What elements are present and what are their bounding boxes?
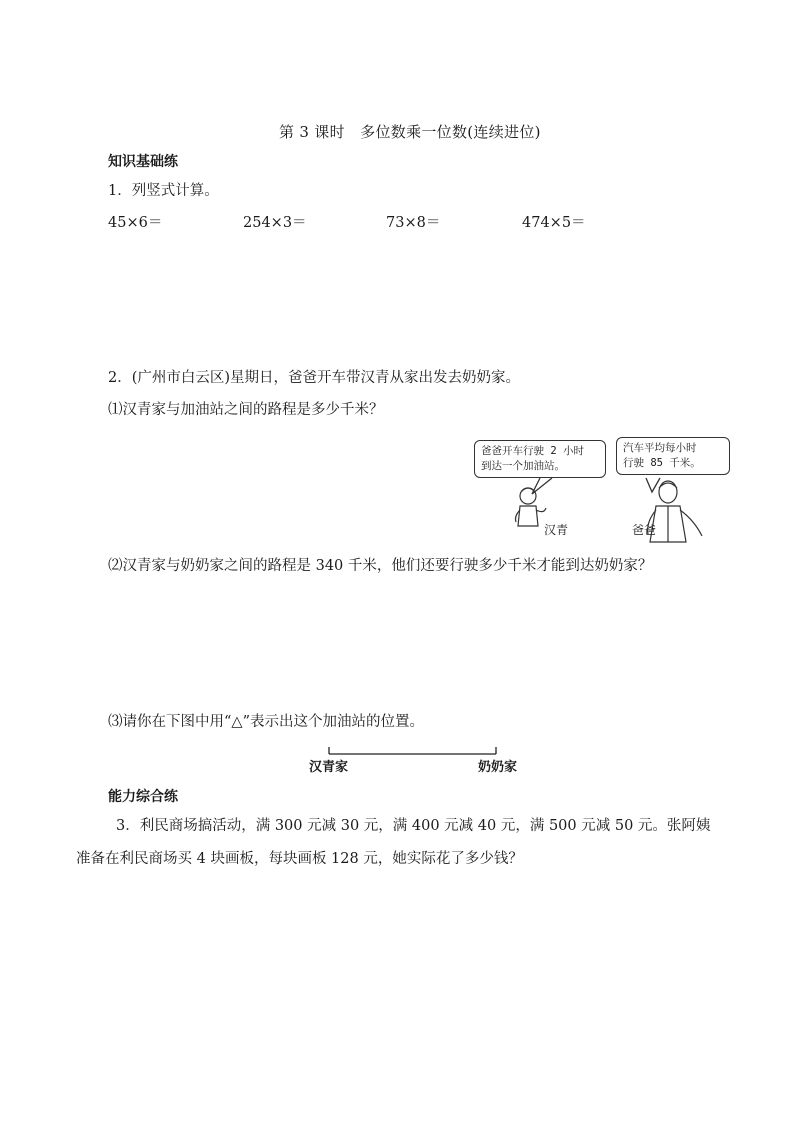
bubble-right-line-2: 行驶 85 千米。 — [623, 457, 701, 469]
bubble-left-line-2: 到达一个加油站。 — [481, 460, 565, 472]
question-3-line-1: 3．利民商场搞活动，满 300 元减 30 元，满 400 元减 40 元，满 500 元减 50 元。张阿姨 — [116, 818, 711, 834]
q1-item-2: 254×3＝ — [243, 215, 307, 231]
bubble-right-tail-icon — [646, 478, 660, 492]
bubble-left-line-1: 爸爸开车行驶 2 小时 — [481, 445, 584, 457]
q1-item-4: 474×5＝ — [522, 215, 586, 231]
q1-item-1: 45×6＝ — [108, 215, 163, 231]
question-2-sub1: ⑴汉青家与加油站之间的路程是多少千米？ — [108, 402, 384, 418]
section-heading-ability: 能力综合练 — [108, 789, 178, 805]
characters-drawing — [480, 470, 740, 550]
question-3-line-2: 准备在利民商场买 4 块画板，每块画板 128 元，她实际花了多少钱？ — [76, 851, 523, 867]
route-right-label: 奶奶家 — [478, 760, 518, 775]
question-2-prompt: 2．(广州市白云区)星期日，爸爸开车带汉青从家出发去奶奶家。 — [108, 370, 521, 386]
label-child: 汉青 — [544, 523, 569, 537]
question-2-sub2: ⑵汉青家与奶奶家之间的路程是 340 千米，他们还要行驶多少千米才能到达奶奶家？ — [108, 558, 653, 574]
child-figure-icon — [516, 488, 547, 526]
question-1-prompt: 1．列竖式计算。 — [108, 183, 219, 199]
question-2-sub3: ⑶请你在下图中用“△”表示出这个加油站的位置。 — [108, 714, 424, 730]
page-title: 第 3 课时 多位数乘一位数(连续进位) — [279, 123, 541, 141]
label-father: 爸爸 — [632, 523, 657, 537]
section-heading-basic: 知识基础练 — [108, 154, 178, 170]
route-left-label: 汉青家 — [309, 760, 349, 775]
route-line — [325, 744, 500, 758]
q1-item-3: 73×8＝ — [386, 215, 441, 231]
bubble-right-line-1: 汽车平均每小时 — [623, 442, 697, 454]
